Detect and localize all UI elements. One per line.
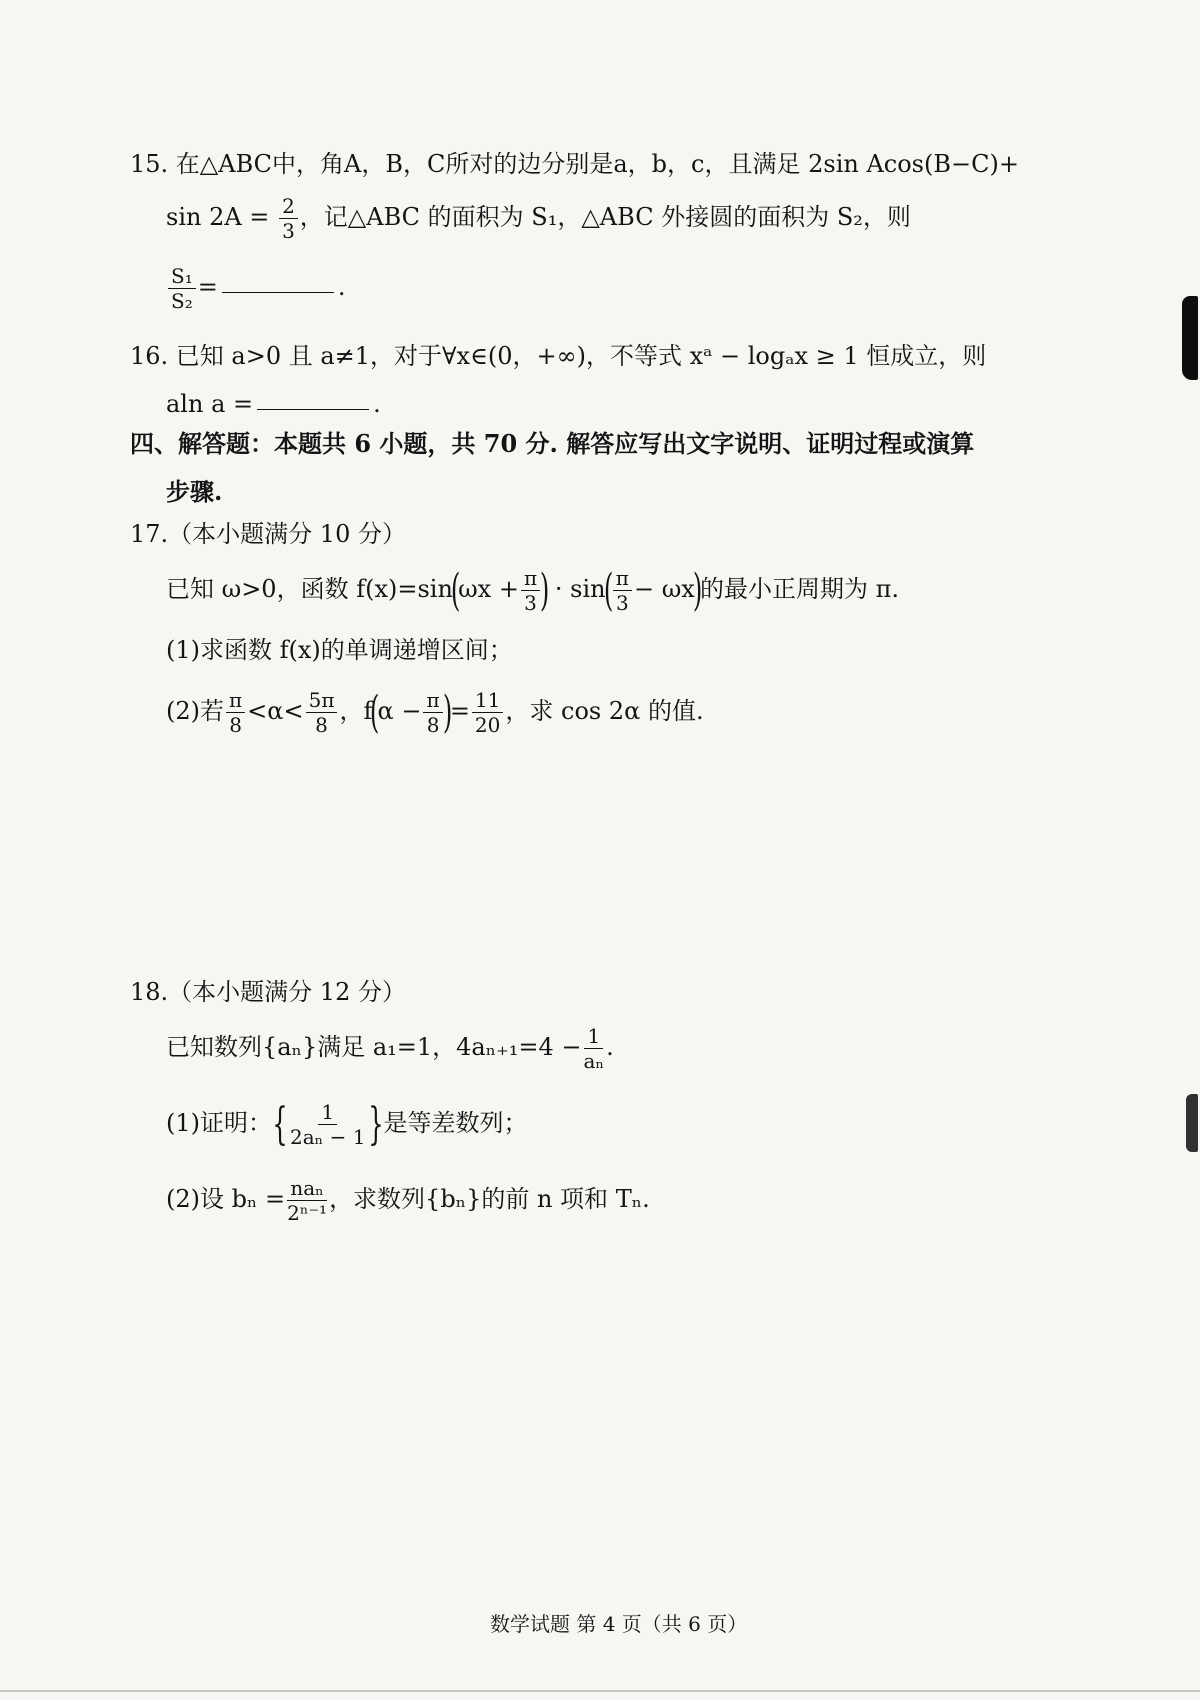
fraction-1-over-2an-minus-1: $\frac{1}{\text{2aₙ − 1}}$ [290,1100,366,1149]
q17-part2: (2)若 $\frac{\pi}{8}$ <α< $\frac{5\pi}{8}$ ，f(α − $\frac{\pi}{8}$ )= $\frac{11}{20}$ ，求 cos 2α 的值. [166,686,704,738]
q18-header: 18.（本小题满分 12 分） [130,978,406,1006]
fraction-pi-over-3: $\frac{\pi}{3}$ [521,568,540,613]
fraction-11-over-20: $\frac{11}{20}$ [472,690,503,735]
answer-blank [222,292,334,293]
page-footer: 数学试题 第 4 页（共 6 页） [490,1612,748,1636]
fraction-nan-over-2n-1: $\frac{\text{naₙ}}{\text{2ⁿ⁻¹}}$ [287,1176,328,1225]
q15-line2: sin 2A = $\frac{2}{3}$ ，记△ABC 的面积为 S₁，△ABC 外接圆的面积为 S₂，则 [166,194,911,243]
section4-heading: 四、解答题：本题共 6 小题，共 70 分. 解答应写出文字说明、证明过程或演算 [130,429,975,458]
q15-line1: 15. 在△ABC中，角A，B，C所对的边分别是a，b，c，且满足 2sin Acos(B−C)+ [130,150,1019,178]
scan-artifact [1182,296,1198,380]
fraction-pi-over-8: $\frac{\pi}{8}$ [226,690,245,735]
answer-blank [257,409,369,410]
fraction-pi-over-3: $\frac{\pi}{3}$ [613,568,632,613]
scan-artifact [1186,1094,1198,1152]
section4-heading-cont: 步骤. [166,477,223,506]
fraction-two-thirds: $\frac{2}{3}$ [279,196,298,241]
fraction-5pi-over-8: $\frac{5\pi}{8}$ [306,690,338,735]
q18-part1: (1)证明：{ $\frac{1}{\text{2aₙ − 1}}$ }是等差数列； [166,1098,528,1150]
q17-part1: (1)求函数 f(x)的单调递增区间； [166,636,513,664]
fraction-pi-over-8: $\frac{\pi}{8}$ [423,690,442,735]
q18-part2: (2)设 bₙ = $\frac{\text{naₙ}}{\text{2ⁿ⁻¹}}$ ，求数列{bₙ}的前 n 项和 Tₙ. [166,1176,650,1225]
q16-line2: aln a = . [166,390,381,418]
fraction-s1-s2: $\frac{\text{S₁}}{\text{S₂}}$ [168,266,196,311]
fraction-1-over-an: $\frac{1}{\text{aₙ}}$ [583,1024,605,1073]
q18-stem: 已知数列{aₙ}满足 a₁=1，4aₙ₊₁=4 − $\frac{1}{\text{aₙ}}$ . [166,1024,614,1073]
q15-line3: $\frac{\text{S₁}}{\text{S₂}}$ = . [166,266,345,311]
scan-bottom-edge [0,1690,1200,1692]
q17-header: 17.（本小题满分 10 分） [130,520,406,548]
q16-line1: 16. 已知 a>0 且 a≠1，对于∀x∈(0，+∞)，不等式 xᵃ − logₐx ≥ 1 恒成立，则 [130,342,987,370]
q17-stem: 已知 ω>0，函数 f(x)=sin(ωx + $\frac{\pi}{3}$ ) · sin( $\frac{\pi}{3}$ − ωx)的最小正周期为 π. [166,564,899,616]
